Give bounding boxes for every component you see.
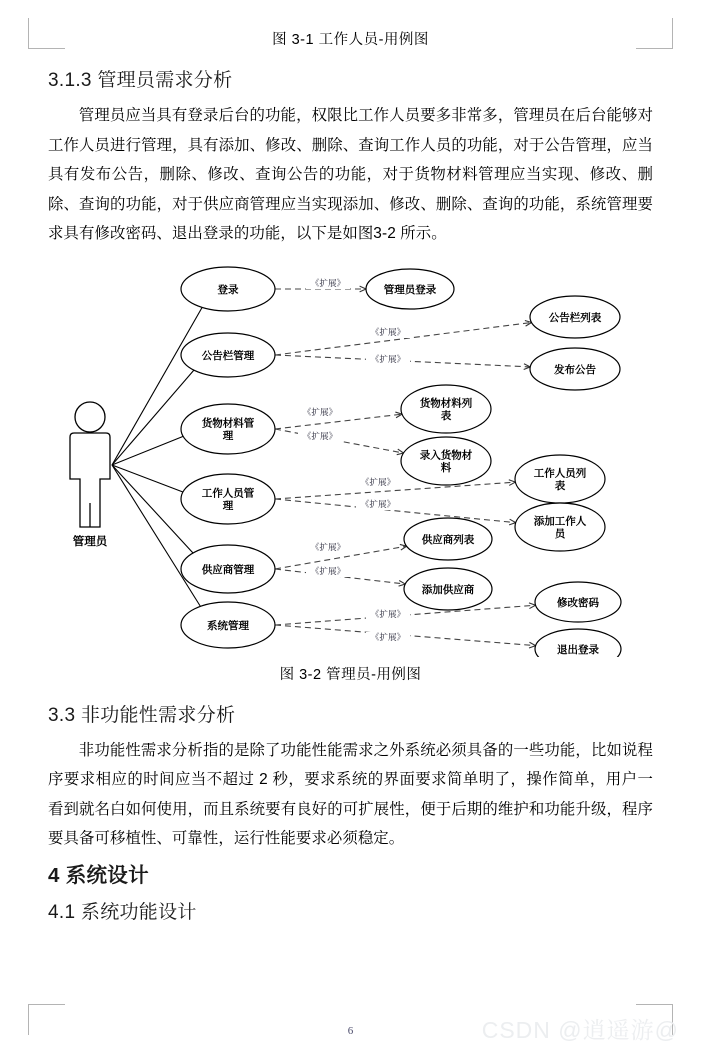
usecase-supl-list [404,518,492,560]
watermark: CSDN @逍遥游@ [481,1017,679,1043]
usecase-label: 系统管理 [207,619,249,632]
page-number: 6 [347,1025,354,1037]
usecase-label: 供应商管理 [201,563,255,576]
stereotype-label: 《扩展》 [310,541,346,552]
stereotype-label: 《扩展》 [360,498,396,509]
usecase-label: 管理员登录 [383,283,437,296]
stereotype-label: 《扩展》 [302,406,338,417]
usecase-system [181,602,275,648]
usecase-notice [181,333,275,377]
paragraph-admin-requirements: 管理员应当具有登录后台的功能，权限比工作人员要多非常多，管理员在后台能够对工作人员进行管理，具有添加、修改、删除、查询工作人员的功能，对于公告管理，应当具有发布公告，删除、修改、查询公告的功能，对于货物材料管理应当实现、修改、删除、查询的功能，对于供应商管理应当实现添加、修改、删除、查询的功能，系统管理要求具有修改密码、退出登录的功能，以下是如图3-2 所示。 [48,107,653,242]
usecase-label: 货物材料列 [419,397,473,410]
association-staff [112,465,183,492]
association-supplier [112,465,193,553]
usecase-diagram-admin [48,257,653,657]
usecase-label: 工作人员列 [533,467,587,480]
usecase-supplier [181,545,275,593]
usecase-notice-list [530,296,620,338]
usecase-label: 添加工作人 [533,515,587,528]
usecase-label: 修改密码 [557,596,599,609]
figure-caption-3-1: 图 3-1 工作人员-用例图 [272,32,429,48]
heading-4-1: 4.1 系统功能设计 [48,901,197,923]
stereotype-label: 《扩展》 [370,353,406,364]
usecase-label: 供应商列表 [421,533,475,546]
usecase-goods [181,404,275,454]
page-content [48,28,653,933]
usecase-label: 工作人员管 [201,487,255,500]
association-goods [112,436,183,465]
usecase-label: 理 [222,429,234,442]
usecase-supl-add [404,568,492,610]
usecase-logout [535,629,621,657]
usecase-notice-pub [530,348,620,390]
usecase-label: 员 [554,527,566,540]
usecase-label: 公告栏列表 [548,311,602,324]
usecase-goods-input [401,437,491,485]
stereotype-label: 《扩展》 [370,608,406,619]
usecase-staff-add [515,503,605,551]
actor-label: 管理员 [72,535,108,548]
heading-4: 4 系统设计 [48,863,149,887]
usecase-label: 料 [440,461,452,474]
association-notice [112,370,194,465]
stereotype-label: 《扩展》 [310,565,346,576]
usecase-label: 发布公告 [554,363,596,376]
usecase-label: 添加供应商 [421,583,475,596]
stereotype-label: 《扩展》 [360,476,396,487]
stereotype-label: 《扩展》 [370,326,406,337]
stereotype-label: 《扩展》 [302,430,338,441]
usecase-diagram-svg [48,257,653,657]
stereotype-label: 《扩展》 [310,277,346,288]
usecase-login [181,267,275,311]
usecase-label: 表 [440,409,452,422]
usecase-chg-pwd [535,582,621,622]
usecase-admin-login [366,269,454,309]
heading-3-1-3: 3.1.3 管理员需求分析 [48,70,233,91]
usecase-staff [181,474,275,524]
paragraph-nonfunctional-requirements: 非功能性需求分析指的是除了功能性能需求之外系统必须具备的一些功能，比如说程序要求相应的时间应当不超过 2 秒，要求系统的界面要求简单明了，操作简单，用户一看到就名白如何使用，而且系统要有良好的可扩展性，便于后期的维护和功能升级，程序要具备可移植性、可靠性，运行性能要求必须稳定。 [48,741,653,847]
usecase-staff-list [515,455,605,503]
figure-caption-3-2: 图 3-2 管理员-用例图 [279,666,422,683]
usecase-label: 录入货物材 [419,449,473,462]
heading-3-3: 3.3 非功能性需求分析 [48,704,236,726]
actor-admin [70,402,110,527]
usecase-label: 理 [222,499,234,512]
stereotype-label: 《扩展》 [370,631,406,642]
usecase-label: 登录 [217,283,239,296]
usecase-label: 公告栏管理 [201,349,255,362]
usecase-label: 退出登录 [557,643,599,656]
usecase-label: 货物材料管 [201,417,255,430]
usecase-label: 表 [554,479,566,492]
usecase-goods-list [401,385,491,433]
